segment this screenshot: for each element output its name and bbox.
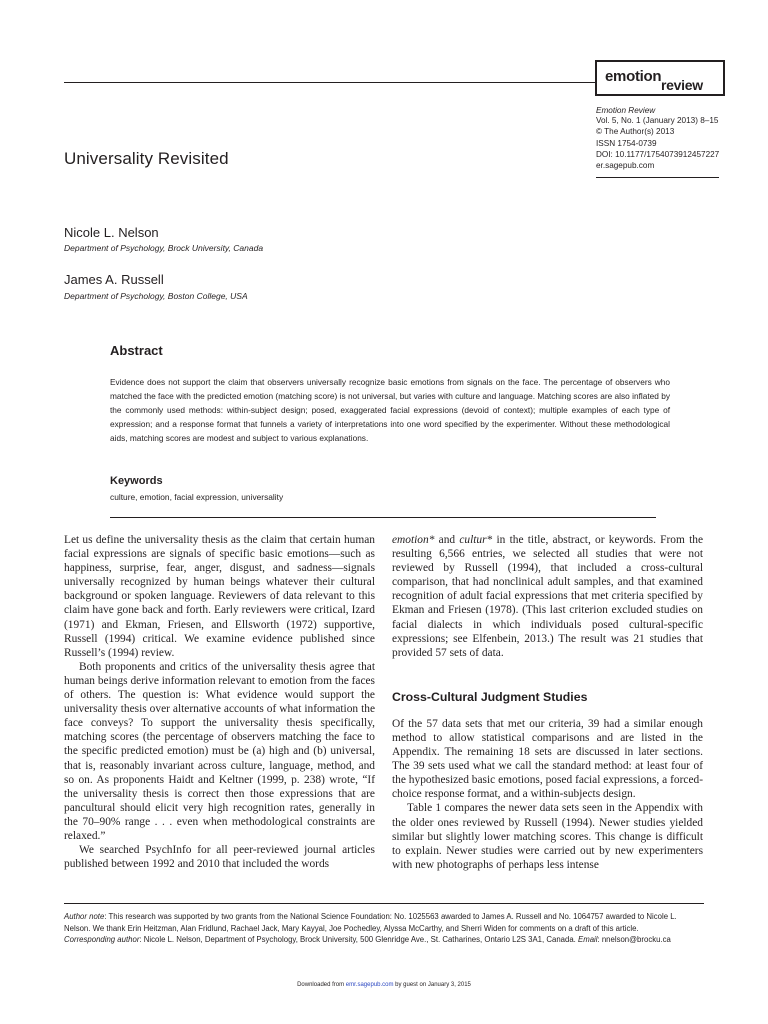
author-name: James A. Russell xyxy=(64,272,164,287)
search-term: cultur* xyxy=(459,534,493,546)
body-column-left xyxy=(64,533,375,871)
download-suffix: by guest on January 3, 2015 xyxy=(393,982,471,988)
footnote xyxy=(64,911,704,946)
author-note-text: : This research was supported by two grants from the National Science Foundation: No. 1025563 awarded to James A. Russell and No. 1064757 awarded to Nicole L. Nelson. We thank Erin Heitzman, Alan Fridlund, Rachael Jack, Mary Kayyal, Joe Pochedley, Alyssa McCarthy, and Sherri Widen for comments on a draft of this article. xyxy=(64,912,677,933)
abstract-rule xyxy=(110,517,656,518)
abstract-heading: Abstract xyxy=(110,343,163,358)
doi: DOI: 10.1177/1754073912457227 xyxy=(596,150,720,159)
paragraph-text: in the title, abstract, or keywords. From the resulting 6,566 entries, we selected all studies that were not reviewed by Russell (1994), that included a cross-cultural comparison, that had nonclinical adult samples, and that examined recognition of adult facial expressions that met criteria specified by Ekman and Friesen (1978). (This last criterion excluded studies on facial dialects in which individuals posed cultural-specific expressions; see Elfenbein, 2013.) The result was 21 studies that provided 57 sets of data. xyxy=(392,534,703,659)
corresponding-label: Corresponding author xyxy=(64,935,140,944)
journal-name: Emotion Review xyxy=(596,106,656,115)
article-title: Universality Revisited xyxy=(64,149,229,168)
footnote-rule xyxy=(64,903,704,904)
journal-website[interactable]: er.sagepub.com xyxy=(596,161,655,170)
author-name: Nicole L. Nelson xyxy=(64,225,159,240)
corresponding-text: : Nicole L. Nelson, Department of Psychology, Brock University, 500 Glenridge Ave., St. Catharines, Ontario L2S 3A1, Canada. xyxy=(139,935,578,944)
keywords-heading: Keywords xyxy=(110,475,163,487)
issn: ISSN 1754-0739 xyxy=(596,139,657,148)
meta-rule xyxy=(596,177,719,178)
copyright: © The Author(s) 2013 xyxy=(596,127,675,136)
body-paragraph: We searched PsychInfo for all peer-reviewed journal articles published between 1992 and 2010 that included the words xyxy=(64,844,375,871)
body-paragraph xyxy=(392,533,703,660)
journal-logo xyxy=(595,60,725,96)
body-paragraph: Let us define the universality thesis as the claim that certain human facial expressions are signals of specific basic emotions—such as happiness, surprise, fear, anger, disgust, and sadness—signals universally recognized by human beings whatever their cultural background or spoken language. Reviewers of data relevant to this claim have gone back and forth. Early reviewers were critical, Izard (1971) and Ekman, Friesen, and Ellsworth (1972) supportive, Russell (1994) critical. We examine evidence published since Russell’s (1994) review. xyxy=(64,534,375,659)
logo-word-emotion: emotion xyxy=(605,68,662,85)
search-term: emotion* xyxy=(392,534,435,546)
body-paragraph: Table 1 compares the newer data sets seen in the Appendix with the older ones reviewed by Russell (1994). Newer studies yielded similar but slightly lower matching scores. This change is difficult to explain. Newer studies were carried out by new experimenters with new photographs of perhaps less intense xyxy=(392,802,703,871)
author-note-label: Author note xyxy=(64,912,105,921)
header-rule xyxy=(64,82,595,83)
conjunction-text: and xyxy=(434,534,460,546)
download-prefix: Downloaded from xyxy=(297,982,346,988)
keywords-list: culture, emotion, facial expression, universality xyxy=(110,492,284,502)
email-label: Email xyxy=(578,935,598,944)
abstract-text: Evidence does not support the claim that observers universally recognize basic emotions from signals on the face. The percentage of observers who matched the face with the predicted emotion (matching score) is not universal, but varies with culture and language. Matching scores are also inflated by the commonly used methods: within-subject design; posed, exaggerated facial expressions (devoid of context); multiple examples of each type of expression; and a response format that funnels a variety of interpretations into one word specified by the experimenter. Without these methodological aids, matching scores are modest and subject to various explanations. xyxy=(110,377,670,443)
body-paragraph: Of the 57 data sets that met our criteria, 39 had a similar enough method to allow statistical comparisons and are listed in the Appendix. The remaining 18 sets are discussed in later sections. The 39 sets used what we call the standard method: at least four of the hypothesized basic emotions, posed facial expressions, a forced-choice response format, and a within-subjects design. xyxy=(392,717,703,801)
logo-word-review: review xyxy=(661,77,703,93)
author-affiliation: Department of Psychology, Boston College, USA xyxy=(64,291,248,301)
body-column-right xyxy=(392,533,703,872)
journal-volume: Vol. 5, No. 1 (January 2013) 8–15 xyxy=(596,116,719,125)
body-paragraph: Both proponents and critics of the universality thesis agree that human beings derive information relevant to emotion from the faces of others. The question is: What evidence would support the universality thesis over alternative accounts of what information the face conveys? To support the universality thesis specifically, matching scores (the percentage of observers matching the face to the specific predicted emotion) must be (a) high and (b) universal, that is, reasonably invariant across culture, language, method, and so on. As proponents Haidt and Keltner (1999, p. 238) wrote, “If the universality thesis is correct then those expressions that are pancultural should elicit very high recognition rates, generally in the 70–90% range . . . even when methodological constraints are relaxed.” xyxy=(64,660,375,842)
author-affiliation: Department of Psychology, Brock University, Canada xyxy=(64,243,264,253)
download-notice xyxy=(0,982,768,988)
download-link[interactable]: emr.sagepub.com xyxy=(345,982,394,988)
section-heading: Cross-Cultural Judgment Studies xyxy=(392,689,588,704)
email-address[interactable]: : nnelson@brocku.ca xyxy=(597,935,671,944)
